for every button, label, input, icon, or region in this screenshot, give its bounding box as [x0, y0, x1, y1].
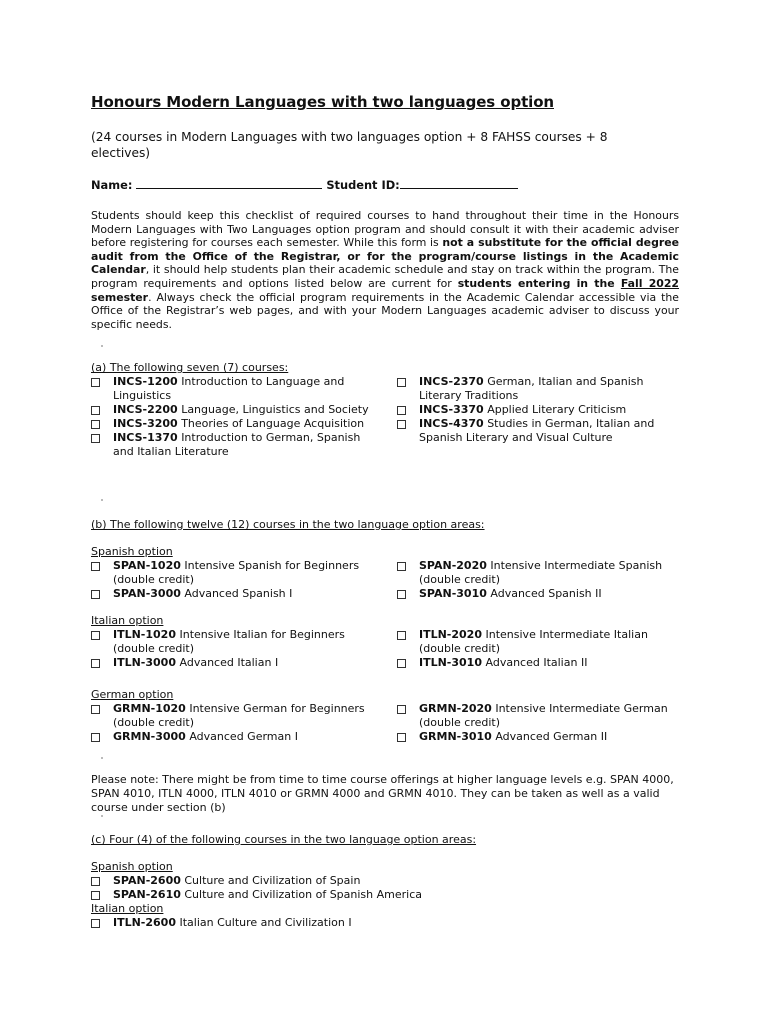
italian-option-label-c: Italian option: [91, 902, 164, 915]
course-item: GRMN-3000 Advanced German I: [91, 730, 371, 744]
german-option-label: German option: [91, 688, 174, 701]
checkbox[interactable]: [91, 877, 100, 886]
section-a-right: [397, 375, 677, 445]
paragraph-mark: [101, 757, 103, 759]
course-item: SPAN-3010 Advanced Spanish II: [397, 587, 677, 601]
course-item: INCS-2200 Language, Linguistics and Society: [91, 403, 371, 417]
course-item: INCS-4370 Studies in German, Italian and Spanish Literary and Visual Culture: [397, 417, 677, 445]
checkbox[interactable]: [397, 590, 406, 599]
page-title: Honours Modern Languages with two languages option: [91, 93, 554, 111]
checkbox[interactable]: [397, 420, 406, 429]
checkbox[interactable]: [91, 562, 100, 571]
checkbox[interactable]: [91, 733, 100, 742]
course-item: INCS-1200 Introduction to Language and Linguistics: [91, 375, 371, 403]
paragraph-mark: [101, 499, 103, 501]
course-item: ITLN-1020 Intensive Italian for Beginners (double credit): [91, 628, 371, 656]
italian-option-label: Italian option: [91, 614, 164, 627]
checkbox[interactable]: [397, 659, 406, 668]
german-left: [91, 702, 371, 744]
section-c-italian: [91, 916, 571, 930]
course-item: SPAN-2020 Intensive Intermediate Spanish (double credit): [397, 559, 677, 587]
course-item: INCS-2370 German, Italian and Spanish Literary Traditions: [397, 375, 677, 403]
spanish-left: [91, 559, 371, 601]
section-a-heading: (a) The following seven (7) courses:: [91, 361, 289, 374]
section-a-left: [91, 375, 371, 459]
spanish-right: [397, 559, 677, 601]
course-item: ITLN-3010 Advanced Italian II: [397, 656, 677, 670]
program-summary: (24 courses in Modern Languages with two languages option + 8 FAHSS courses + 8 electives): [91, 130, 608, 160]
course-item: ITLN-2600 Italian Culture and Civilization I: [91, 916, 571, 930]
checkbox[interactable]: [397, 406, 406, 415]
checkbox[interactable]: [91, 590, 100, 599]
course-item: INCS-3370 Applied Literary Criticism: [397, 403, 677, 417]
course-item: ITLN-3000 Advanced Italian I: [91, 656, 371, 670]
section-c-spanish: [91, 874, 571, 902]
higher-level-note: Please note: There might be from time to time course offerings at higher language levels e.g. SPAN 4000, SPAN 4010, ITLN 4000, ITLN 4010 or GRMN 4000 and GRMN 4010. They can be taken as well as a valid course under section (b): [91, 773, 674, 814]
checkbox[interactable]: [91, 891, 100, 900]
checkbox[interactable]: [91, 631, 100, 640]
checkbox[interactable]: [91, 434, 100, 443]
checkbox[interactable]: [91, 659, 100, 668]
spanish-option-label-c: Spanish option: [91, 860, 173, 873]
student-id-label: Student ID:: [326, 178, 400, 192]
paragraph-mark: [101, 345, 103, 347]
course-item: ITLN-2020 Intensive Intermediate Italian (double credit): [397, 628, 677, 656]
paragraph-mark: [101, 815, 103, 817]
course-item: SPAN-2600 Culture and Civilization of Spain: [91, 874, 571, 888]
checkbox[interactable]: [397, 631, 406, 640]
checkbox[interactable]: [91, 406, 100, 415]
checkbox[interactable]: [91, 420, 100, 429]
course-item: INCS-1370 Introduction to German, Spanish and Italian Literature: [91, 431, 371, 459]
italian-right: [397, 628, 677, 670]
checkbox[interactable]: [91, 919, 100, 928]
name-id-line: [91, 177, 518, 192]
course-item: SPAN-1020 Intensive Spanish for Beginners (double credit): [91, 559, 371, 587]
name-blank[interactable]: [136, 177, 322, 189]
course-item: GRMN-2020 Intensive Intermediate German (double credit): [397, 702, 677, 730]
course-item: GRMN-3010 Advanced German II: [397, 730, 677, 744]
course-item: GRMN-1020 Intensive German for Beginners (double credit): [91, 702, 371, 730]
german-right: [397, 702, 677, 744]
checkbox[interactable]: [91, 378, 100, 387]
course-item: INCS-3200 Theories of Language Acquisition: [91, 417, 371, 431]
section-b-heading: (b) The following twelve (12) courses in the two language option areas:: [91, 518, 485, 531]
spanish-option-label: Spanish option: [91, 545, 173, 558]
checkbox[interactable]: [397, 705, 406, 714]
checkbox[interactable]: [91, 705, 100, 714]
name-label: Name:: [91, 178, 133, 192]
intro-paragraph: Students should keep this checklist of required courses to hand throughout their time in the Honours Modern Languages with Two Languages option program and should consult it with their academic adviser before registering for courses each semester. While this form is not a substitute for the official degree audit from the Office of the Registrar, or for the program/course listings in the Academic Calendar, it should help students plan their academic schedule and stay on track within the program. The program requirements and options listed below are current for students entering in the Fall 2022 semester. Always check the official program requirements in the Academic Calendar accessible via the Office of the Registrar’s web pages, and with your Modern Languages academic adviser to discuss your specific needs.: [91, 209, 680, 331]
course-item: SPAN-2610 Culture and Civilization of Spanish America: [91, 888, 571, 902]
checkbox[interactable]: [397, 378, 406, 387]
checkbox[interactable]: [397, 562, 406, 571]
student-id-blank[interactable]: [400, 177, 518, 189]
checkbox[interactable]: [397, 733, 406, 742]
section-c-heading: (c) Four (4) of the following courses in the two language option areas:: [91, 833, 477, 846]
italian-left: [91, 628, 371, 670]
course-item: SPAN-3000 Advanced Spanish I: [91, 587, 371, 601]
